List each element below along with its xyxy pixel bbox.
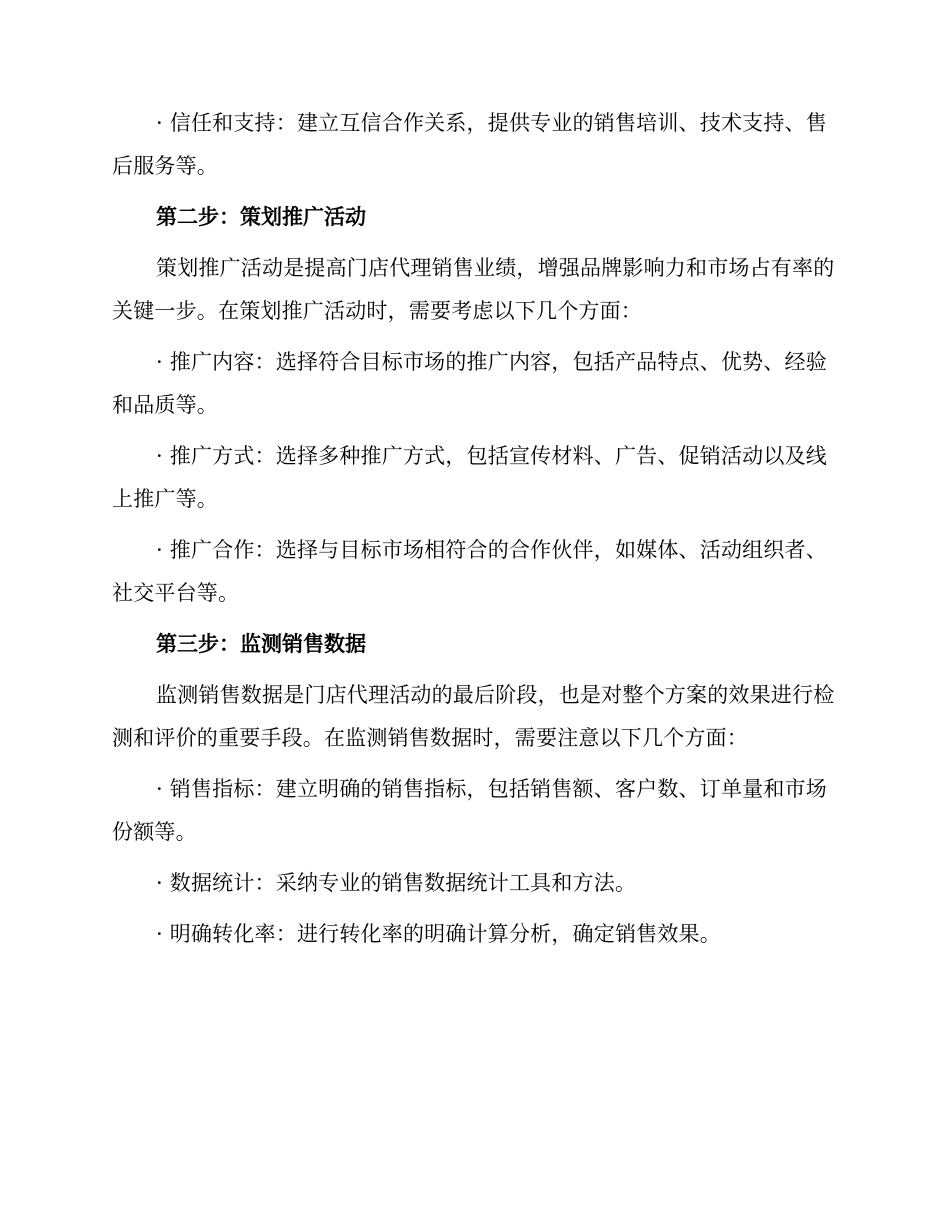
bullet-conversion-rate: · 明确转化率：进行转化率的明确计算分析，确定销售效果。 xyxy=(156,922,721,946)
paragraph-monitoring-intro: 监测销售数据是门店代理活动的最后阶段，也是对整个方案的效果进行检测和评价的重要手段。在监测销售数据时，需要注意以下几个方面： xyxy=(112,683,835,750)
paragraph-promotion-intro: 策划推广活动是提高门店代理销售业绩，增强品牌影响力和市场占有率的关键一步。在策划推广活动时，需要考虑以下几个方面： xyxy=(112,256,835,323)
document-page xyxy=(112,102,836,956)
section-heading-step-three: 第三步：监测销售数据 xyxy=(156,632,366,656)
bullet-sales-metrics: · 销售指标：建立明确的销售指标，包括销售额、客户数、订单量和市场份额等。 xyxy=(112,777,827,844)
bullet-data-statistics: · 数据统计：采纳专业的销售数据统计工具和方法。 xyxy=(156,871,637,895)
bullet-trust-support: · 信任和支持：建立互信合作关系，提供专业的销售培训、技术支持、售后服务等。 xyxy=(112,111,827,178)
bullet-promotion-method: · 推广方式：选择多种推广方式，包括宣传材料、广告、促销活动以及线上推广等。 xyxy=(112,444,827,511)
section-heading-step-two: 第二步：策划推广活动 xyxy=(156,205,366,229)
bullet-promotion-partner: · 推广合作：选择与目标市场相符合的合作伙伴，如媒体、活动组织者、社交平台等。 xyxy=(112,538,827,605)
bullet-promotion-content: · 推广内容：选择符合目标市场的推广内容，包括产品特点、优势、经验和品质等。 xyxy=(112,350,827,417)
